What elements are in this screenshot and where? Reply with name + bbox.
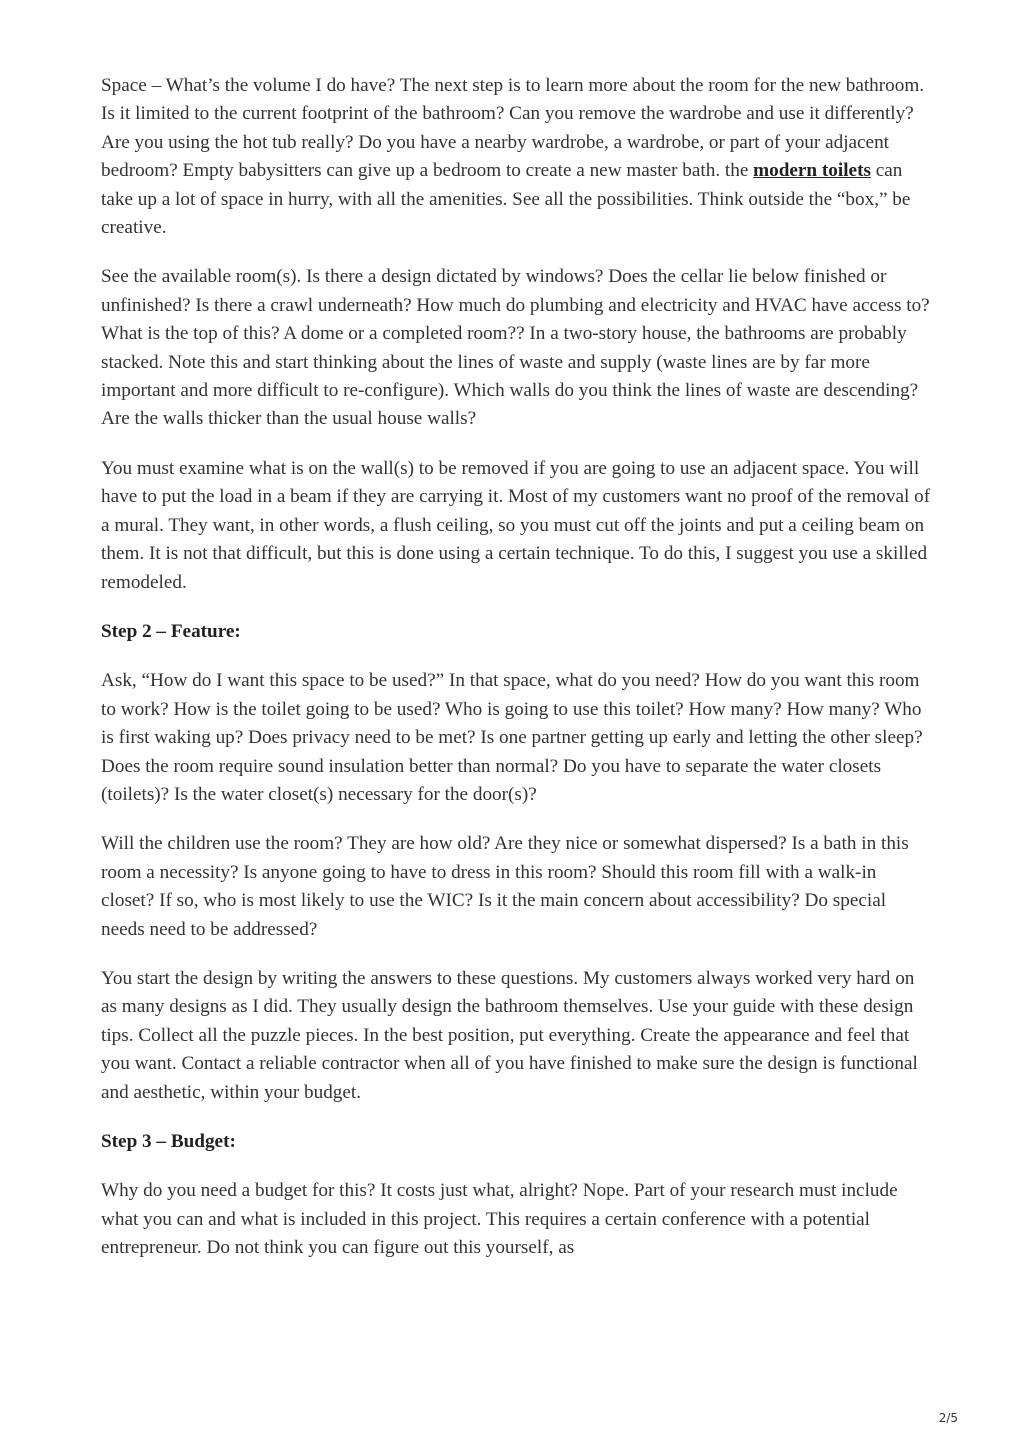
paragraph-children: Will the children use the room? They are how old? Are they nice or somewhat dispersed? Is a bath in this room a necessity? Is anyone going to have to dress in this room? Should this room fill with a walk-in closet? If so, who is most likely to use the WIC? Is it the main concern about accessibility? Do special needs need to be addressed? bbox=[101, 833, 909, 940]
paragraph-available-rooms: See the available room(s). Is there a design dictated by windows? Does the cellar lie below finished or unfinished? Is there a crawl underneath? How much do plumbing and electricity and HVAC have access to? What is the top of this? A dome or a completed room?? In a two-story house, the bathrooms are probably stacked. Note this and start thinking about the lines of waste and supply (waste lines are by far more important and more difficult to re-configure). Which walls do you think the lines of waste are descending? Are the walls thicker than the usual house walls? bbox=[101, 266, 930, 430]
paragraph-adjacent-space: You must examine what is on the wall(s) to be removed if you are going to use an adjacent space. You will have to put the load in a beam if they are carrying it. Most of my customers want no proof of the removal of a mural. They want, in other words, a flush ceiling, so you must cut off the joints and put a ceiling beam on them. It is not that difficult, but this is done using a certain technique. To do this, I suggest you use a skilled remodeled. bbox=[101, 457, 931, 593]
paragraph-text: can take up a lot of space in hurry, with all the amenities. See all the possibilities. Think outside the “box,” be creative. bbox=[101, 160, 911, 239]
paragraph-space bbox=[101, 72, 931, 242]
paragraph-budget: Why do you need a budget for this? It costs just what, alright? Nope. Part of your research must include what you can and what is included in this project. This requires a certain conference with a potential entrepreneur. Do not think you can figure out this yourself, as bbox=[101, 1180, 898, 1259]
paragraph-text: Space – What’s the volume I do have? The next step is to learn more about the room for the new bathroom. Is it limited to the current footprint of the bathroom? Can you remove the wardrobe and use it differently? Are you using the hot tub really? Do you have a nearby wardrobe, a wardrobe, or part of your adjacent bedroom? Empty babysitters can give up a bedroom to create a new master bath. the bbox=[101, 75, 925, 182]
modern-toilets-link[interactable]: modern toilets bbox=[753, 160, 871, 182]
document-body bbox=[101, 72, 931, 1284]
step-2-heading: Step 2 – Feature: bbox=[101, 620, 241, 642]
step-3-heading: Step 3 – Budget: bbox=[101, 1131, 236, 1152]
page-number: 2/5 bbox=[938, 1411, 958, 1425]
paragraph-space-usage: Ask, “How do I want this space to be used?” In that space, what do you need? How do you want this room to work? How is the toilet going to be used? Who is going to use this toilet? How many? How many? Who is first waking up? Does privacy need to be met? Is one partner getting up early and letting the other sleep? Does the room require sound insulation better than normal? Do you have to separate the water closets (toilets)? Is the water closet(s) necessary for the door(s)? bbox=[101, 670, 923, 805]
paragraph-design-answers: You start the design by writing the answers to these questions. My customers always worked very hard on as many designs as I did. They usually design the bathroom themselves. Use your guide with these design tips. Collect all the puzzle pieces. In the best position, put everything. Create the appearance and feel that you want. Contact a reliable contractor when all of you have finished to make sure the design is functional and aesthetic, within your budget. bbox=[101, 967, 918, 1103]
